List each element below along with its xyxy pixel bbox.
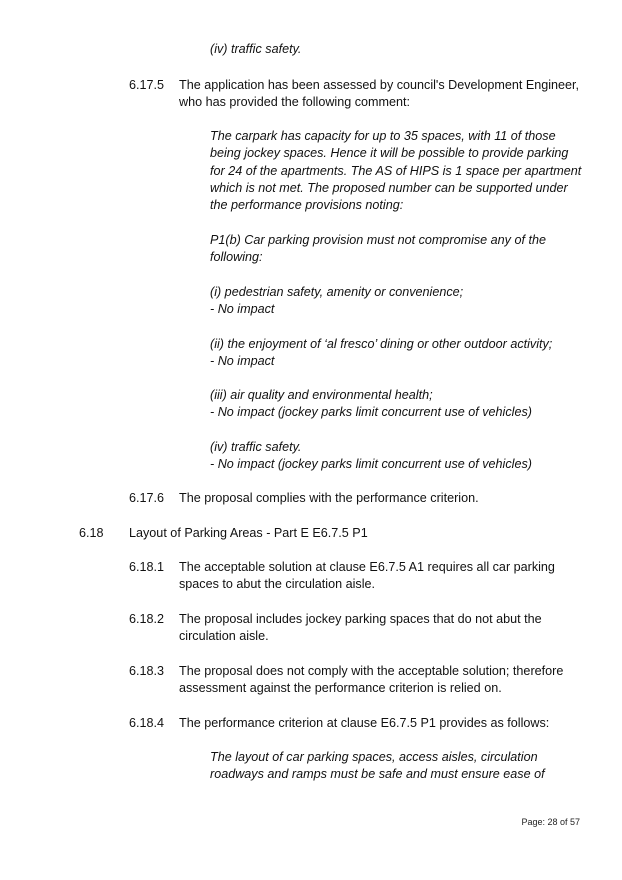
section-number: 6.18 <box>79 526 104 540</box>
quote-item-note: - No impact <box>210 302 275 316</box>
quote-item-note: - No impact (jockey parks limit concurrent use of vehicles) <box>210 405 532 419</box>
paragraph-line: assessment against the performance criterion is relied on. <box>179 681 502 695</box>
quote-line: being jockey spaces. Hence it will be possible to provide parking <box>210 146 569 160</box>
quote-line: The layout of car parking spaces, access aisles, circulation <box>210 750 538 764</box>
quote-item-title: (ii) the enjoyment of ‘al fresco’ dining or other outdoor activity; <box>210 337 553 351</box>
paragraph-line: who has provided the following comment: <box>179 95 411 109</box>
quote-item-note: - No impact <box>210 354 275 368</box>
section-title: Layout of Parking Areas - Part E E6.7.5 P1 <box>129 526 368 540</box>
quote-line: (iv) traffic safety. <box>210 42 302 56</box>
paragraph-line: The application has been assessed by council's Development Engineer, <box>179 78 580 92</box>
quote-item-note: - No impact (jockey parks limit concurrent use of vehicles) <box>210 457 532 471</box>
quote-item-title: (iv) traffic safety. <box>210 440 302 454</box>
clause-number: 6.18.3 <box>129 664 165 678</box>
paragraph-line: The performance criterion at clause E6.7.5 P1 provides as follows: <box>179 716 550 730</box>
quote-line: for 24 of the apartments. The AS of HIPS is 1 space per apartment <box>210 164 582 178</box>
paragraph-line: The proposal includes jockey parking spaces that do not abut the <box>179 612 542 626</box>
clause-number: 6.17.6 <box>129 491 165 505</box>
quote-line: roadways and ramps must be safe and must ensure ease of <box>210 767 545 781</box>
clause-number: 6.17.5 <box>129 78 165 92</box>
quote-line: P1(b) Car parking provision must not compromise any of the <box>210 233 546 247</box>
paragraph-line: spaces to abut the circulation aisle. <box>179 577 376 591</box>
quote-line: following: <box>210 250 263 264</box>
quote-line: The carpark has capacity for up to 35 spaces, with 11 of those <box>210 129 556 143</box>
quote-item-title: (i) pedestrian safety, amenity or convenience; <box>210 285 464 299</box>
quote-item-title: (iii) air quality and environmental health; <box>210 388 433 402</box>
paragraph-line: The proposal does not comply with the acceptable solution; therefore <box>179 664 564 678</box>
paragraph-line: The acceptable solution at clause E6.7.5 A1 requires all car parking <box>179 560 555 574</box>
clause-number: 6.18.4 <box>129 716 165 730</box>
quote-line: the performance provisions noting: <box>210 198 404 212</box>
quote-line: which is not met. The proposed number can be supported under <box>210 181 568 195</box>
paragraph-line: circulation aisle. <box>179 629 269 643</box>
clause-number: 6.18.1 <box>129 560 165 574</box>
page-number: Page: 28 of 57 <box>521 817 580 827</box>
paragraph-line: The proposal complies with the performance criterion. <box>179 491 479 505</box>
clause-number: 6.18.2 <box>129 612 165 626</box>
